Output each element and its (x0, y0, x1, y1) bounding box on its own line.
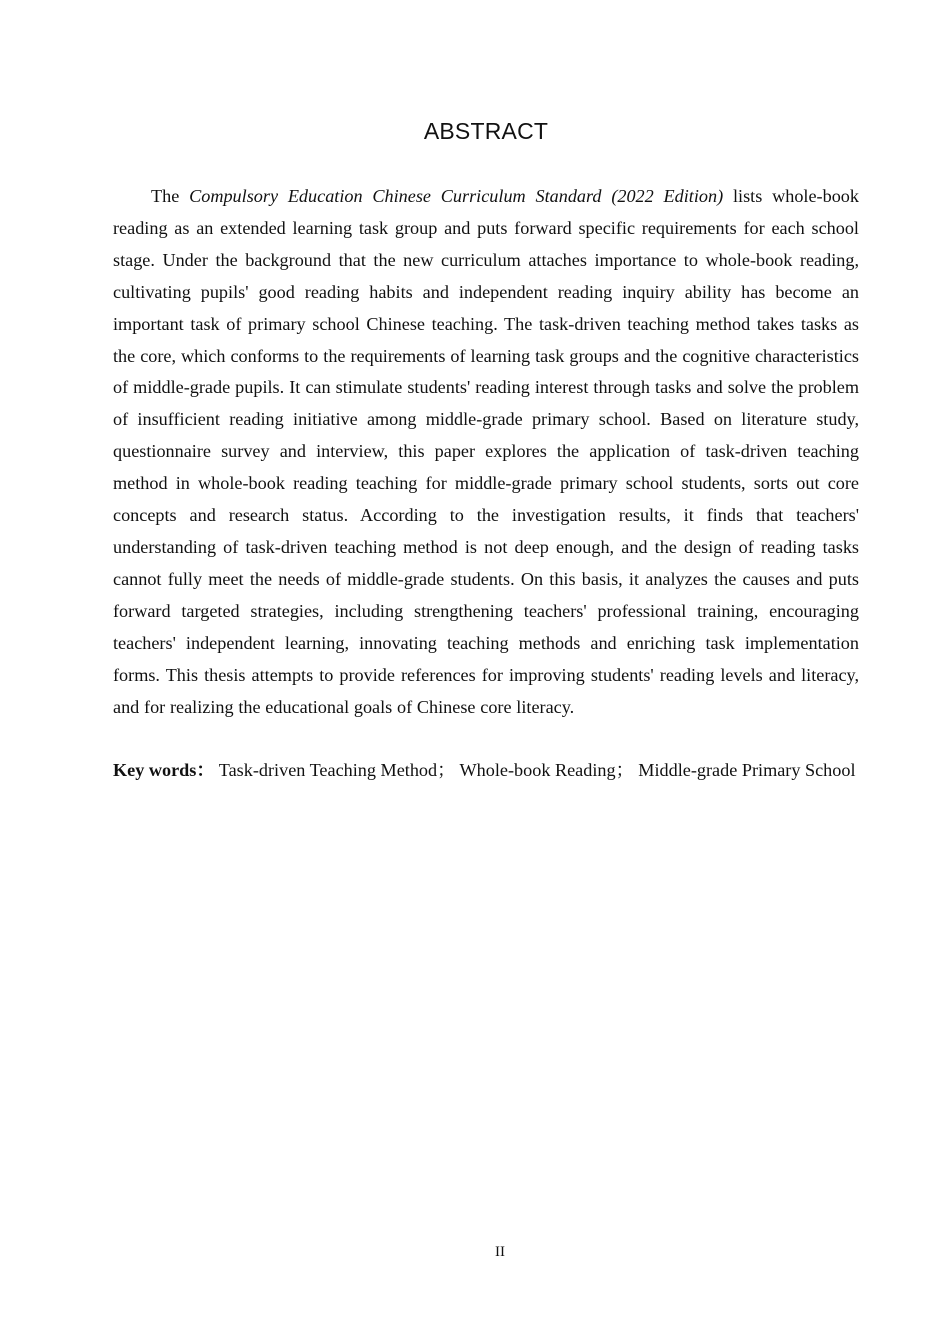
keywords-list: Task-driven Teaching Method； Whole-book Reading； Middle-grade Primary School (214, 760, 856, 780)
page-number: II (495, 1244, 505, 1260)
abstract-paragraph (113, 181, 859, 723)
curriculum-standard-title: Compulsory Education Chinese Curriculum Standard (2022 Edition) (189, 186, 724, 206)
abstract-text: lists whole-book reading as an extended learning task group and puts forward specific requirements for each school stage. Under the background that the new curriculum attaches importance to whole-book reading, cultivating pupils' good reading habits and independent reading inquiry ability has become an important task of primary school Chinese teaching. The task-driven teaching method takes tasks as the core, which conforms to the requirements of learning task groups and the cognitive characteristics of middle-grade pupils. It can stimulate students' reading interest through tasks and solve the problem of insufficient reading initiative among middle-grade primary school. Based on literature study, questionnaire survey and interview, this paper explores the application of task-driven teaching method in whole-book reading teaching for middle-grade primary school students, sorts out core concepts and research status. According to the investigation results, it finds that teachers' understanding of task-driven teaching method is not deep enough, and the design of reading tasks cannot fully meet the needs of middle-grade students. On this basis, it analyzes the causes and puts forward targeted strategies, including strengthening teachers' professional training, encouraging teachers' independent learning, innovating teaching methods and enriching task implementation forms. This thesis attempts to provide references for improving students' reading levels and literacy, and for realizing the educational goals of Chinese core literacy. (113, 186, 859, 717)
abstract-heading: ABSTRACT (423, 118, 549, 144)
abstract-lead: The (151, 186, 190, 206)
keywords-label: Key words： (113, 760, 215, 780)
keywords-paragraph (113, 755, 859, 787)
